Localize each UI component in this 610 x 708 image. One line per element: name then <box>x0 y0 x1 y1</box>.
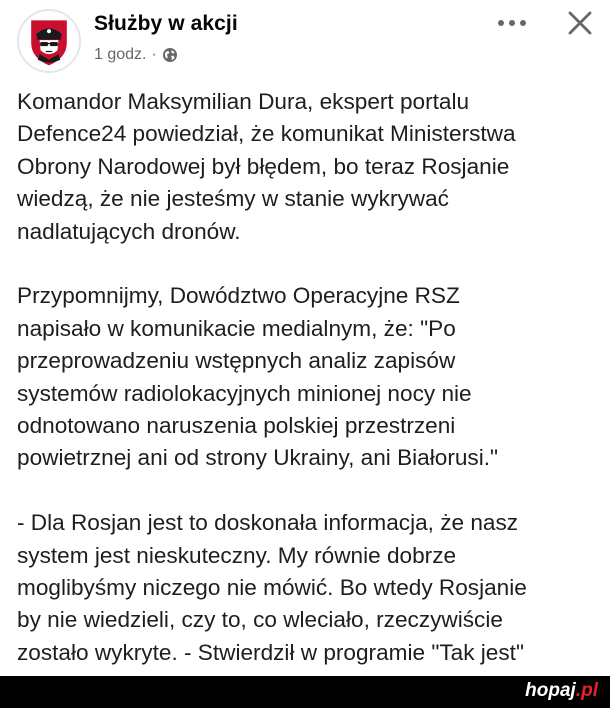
post-time[interactable]: 1 godz. <box>94 46 147 63</box>
post-paragraph: Komandor Maksymilian Dura, ekspert portalu Defence24 powiedział, że komunikat Ministerstwa Obrony Narodowej był błędem, bo teraz Rosjanie wiedzą, że nie jesteśmy w stanie wykrywać nadlatujących dronów. <box>17 89 516 244</box>
watermark-tld: pl <box>581 680 598 701</box>
post-paragraph: - Dla Rosjan jest to doskonała informacja, że nasz system jest nieskuteczny. My równie dobrze moglibyśmy niczego nie mówić. Bo wtedy Rosjanie by nie wiedzieli, czy to, co wleciało, rzeczywiście zostało wykryte. - Stwierdził w programie "Tak jest" <box>17 510 527 665</box>
police-officer-avatar-icon <box>19 11 79 71</box>
watermark-name: hopaj <box>525 680 576 701</box>
meta-separator: · <box>151 46 157 63</box>
globe-icon <box>162 47 178 63</box>
page-avatar[interactable] <box>17 9 81 73</box>
post-meta <box>94 46 178 64</box>
post-paragraph: Przypomnijmy, Dowództwo Operacyjne RSZ napisało w komunikacie medialnym, że: "Po przeprowadzeniu wstępnych analiz zapisów systemów radiolokacyjnych minionej nocy nie odnotowano naruszenia polskiej przestrzeni powietrznej ani od strony Ukrainy, ani Białorusi." <box>17 283 499 471</box>
post-text <box>17 86 602 676</box>
hopaj-watermark <box>525 680 598 702</box>
watermark-dot: . <box>575 680 582 701</box>
close-icon[interactable] <box>561 4 599 42</box>
watermark-bar <box>0 676 610 708</box>
more-dots-icon[interactable] <box>492 6 532 40</box>
post-header <box>0 0 610 84</box>
page-name[interactable]: Służby w akcji <box>94 12 238 35</box>
